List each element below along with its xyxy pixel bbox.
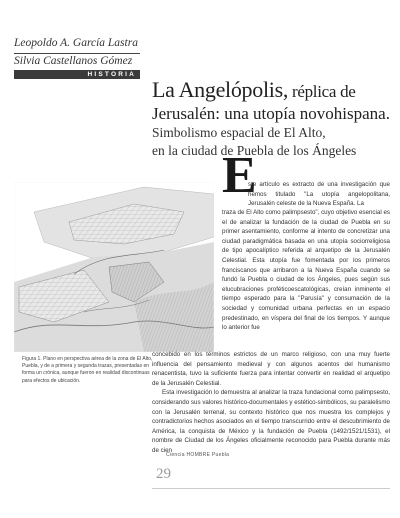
page-number: 29 xyxy=(156,466,171,482)
author-block xyxy=(14,36,140,72)
author-name-1: Leopoldo A. García Lastra xyxy=(14,37,138,49)
paragraph-continued: traza de El Alto como palimpsesto", cuyo objetivo esencial es el de analizar la fundación de la ciudad de Puebla en su primer asentamiento, conforme al intento de concretizar una ciudad paradigmática basada en una utopía sociorreligiosa de tipo apocalíptico referida al arquetipo de la Jerusalén Celestial. Esta utopía fue fomentada por los primeros franciscanos que arribaron a la Nueva España cuando se fundó la Puebla o ciudad de los Ángeles, pues según sus elucubraciones proféticoescatológicas, creían inminente el tiempo esperado para la "Parusía" y consumación de la sociedad y comunidad urbana perfectas en un espacio predestinado, en víspera del final de los tiempos. Y aunque lo anterior fue xyxy=(222,209,390,332)
aerial-perspective-map xyxy=(14,182,214,352)
article-title xyxy=(152,78,392,159)
body-text-column xyxy=(222,208,390,333)
subtitle-line-1: Simbolismo espacial de El Alto, xyxy=(152,125,326,140)
paragraph-lead: ste artículo es extracto de una investigación que hemos titulado "La utopía angelopolitana, Jerusalén celeste de la Nueva España. La xyxy=(248,181,390,208)
author-name-2: Silvia Castellanos Gómez xyxy=(14,55,133,67)
title-line-2: Jerusalén: una utopía novohispana. xyxy=(152,104,390,123)
paragraph-religious-context: concebido en los términos estrictos de un marco religioso, con una muy fuerte influencia del pensamiento medieval y con algunos acentos del humanismo renacentista, tuvo la suficiente fuerza para intentar convertir en realidad el arquetipo de la Jerusalén Celestial. xyxy=(152,351,390,387)
title-main-text: La Angelópolis, xyxy=(152,77,289,102)
footer-divider xyxy=(152,488,390,489)
section-label: HISTORIA xyxy=(14,70,140,79)
paragraph-investigation: Esta investigación lo demuestra al analizar la traza fundacional como palimpsesto, considerando sus valores histórico-documentales y estético-simbólicos, su paralelismo con la Jerusalén terrenal, su contexto histórico que nos muestra los complejos y contradictorios hechos asociados en el tiempo transcurrido entre el descubrimiento de América, la conquista de México y la fundación de Puebla (1492/1521/1531), el nombre de Ciudad de los Ángeles oficialmente reconocido para Puebla durante más de cien xyxy=(152,389,390,454)
title-line-1 xyxy=(152,78,392,104)
figure-caption: Figura 1. Plano en perspectiva aérea de la zona de El Alto, Puebla, y de a primera y segunda trazas, presentadas en forma un crónica, aunque fueron en realidad discontinuas para efectos de ubicación. xyxy=(22,356,153,384)
title-main-small: réplica de xyxy=(288,82,356,101)
body-text-lead xyxy=(248,180,390,209)
drop-cap: E xyxy=(222,147,257,204)
body-text-wide xyxy=(152,350,390,456)
journal-name: Ciencia HOMBRE Puebla xyxy=(166,452,230,458)
subtitle-line-2: en la ciudad de Puebla de los Ángeles xyxy=(152,143,357,158)
